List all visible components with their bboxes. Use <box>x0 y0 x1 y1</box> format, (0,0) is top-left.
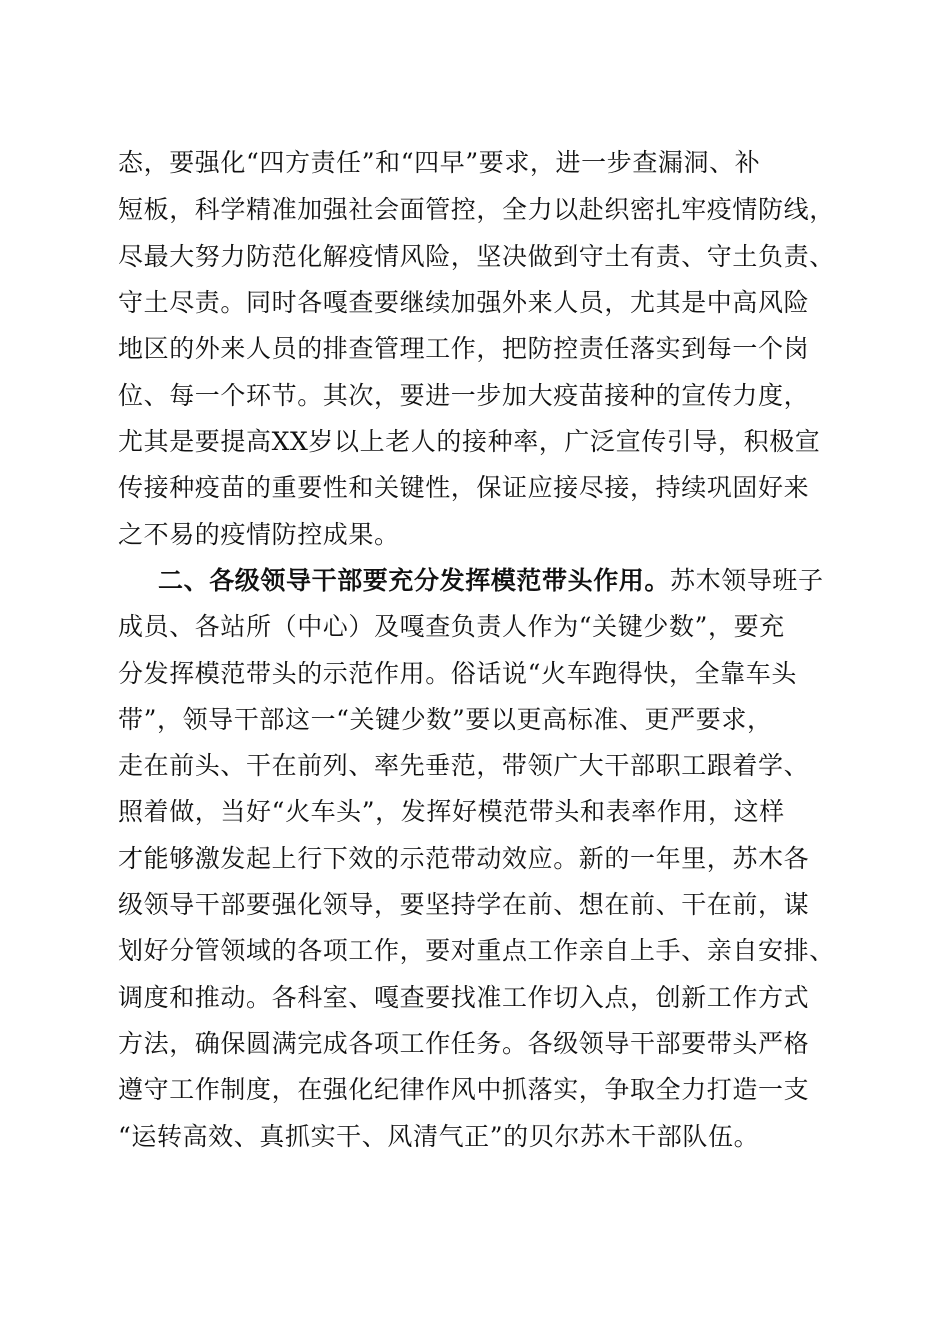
paragraph-line: 级领导干部要强化领导，要坚持学在前、想在前、干在前，谋 <box>118 890 810 919</box>
paragraph-line: “运转高效、真抓实干、风清气正”的贝尔苏木干部队伍。 <box>118 1122 760 1151</box>
paragraph-line: 尽最大努力防范化解疫情风险，坚决做到守土有责、守土负责、 <box>118 242 835 271</box>
paragraph-line: 传接种疫苗的重要性和关键性，保证应接尽接，持续巩固好来 <box>118 473 810 502</box>
paragraph-line: 划好分管领域的各项工作，要对重点工作亲自上手、亲自安排、 <box>118 936 835 965</box>
paragraph-line: 遵守工作制度，在强化纪律作风中抓落实，争取全力打造一支 <box>118 1075 810 1104</box>
paragraph-line: 才能够激发起上行下效的示范带动效应。新的一年里，苏木各 <box>118 844 810 873</box>
paragraph-line: 短板，科学精准加强社会面管控，全力以赴织密扎牢疫情防线， <box>118 195 835 224</box>
paragraph-line: 尤其是要提高XX岁以上老人的接种率，广泛宣传引导，积极宣 <box>118 427 821 456</box>
paragraph-line: 走在前头、干在前列、率先垂范，带领广大干部职工跟着学、 <box>118 751 810 780</box>
paragraph-first-line <box>158 561 888 601</box>
paragraph-text: 苏木领导班子 <box>670 566 824 595</box>
paragraph-line: 调度和推动。各科室、嘎查要找准工作切入点，创新工作方式 <box>118 983 810 1012</box>
paragraph-line: 位、每一个环节。其次，要进一步加大疫苗接种的宣传力度， <box>118 381 810 410</box>
paragraph-line: 成员、各站所（中心）及嘎查负责人作为“关键少数”，要充 <box>118 612 785 641</box>
paragraph-line: 分发挥模范带头的示范作用。俗话说“火车跑得快，全靠车头 <box>118 659 797 688</box>
paragraph-line: 守土尽责。同时各嘎查要继续加强外来人员，尤其是中高风险 <box>118 288 810 317</box>
paragraph-line: 方法，确保圆满完成各项工作任务。各级领导干部要带头严格 <box>118 1029 810 1058</box>
section-heading: 二、各级领导干部要充分发挥模范带头作用。 <box>158 566 671 595</box>
paragraph-line: 之不易的疫情防控成果。 <box>118 520 400 549</box>
paragraph-line: 地区的外来人员的排查管理工作，把防控责任落实到每一个岗 <box>118 334 810 363</box>
paragraph-line: 态，要强化“四方责任”和“四早”要求，进一步查漏洞、补 <box>118 148 761 177</box>
paragraph-line: 照着做，当好“火车头”，发挥好模范带头和表率作用，这样 <box>118 797 785 826</box>
paragraph-line: 带”，领导干部这一“关键少数”要以更高标准、更严要求， <box>118 705 773 734</box>
